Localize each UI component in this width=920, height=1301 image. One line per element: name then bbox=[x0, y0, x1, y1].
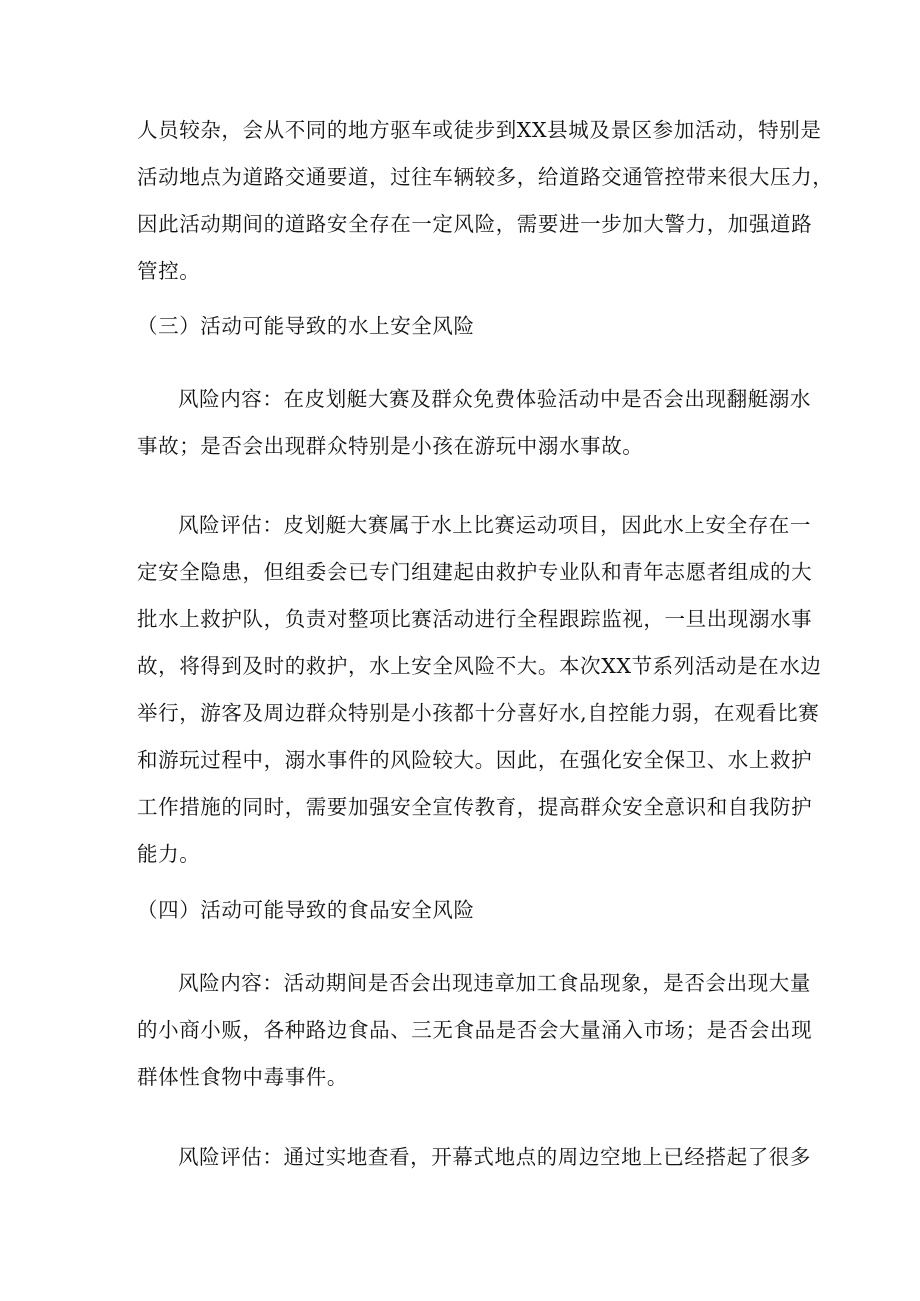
text-line: 风险评估：皮划艇大赛属于水上比赛运动项目，因此水上安全存在一 bbox=[178, 513, 811, 537]
section-heading: （三）活动可能导致的水上安全风险 bbox=[137, 314, 475, 338]
text-line: 因此活动期间的道路安全存在一定风险，需要进一步加大警力，加强道路 bbox=[137, 212, 813, 236]
text-line: 能力。 bbox=[137, 842, 201, 866]
text-line: 活动地点为道路交通要道，过往车辆较多，给道路交通管控带来很大压力， bbox=[137, 165, 834, 189]
text-line: 故，将得到及时的救护，水上安全风险不大。本次XX节系列活动是在水边 bbox=[137, 654, 822, 678]
text-line: 举行，游客及周边群众特别是小孩都十分喜好水,自控能力弱，在观看比赛 bbox=[137, 701, 820, 725]
text-line: 和游玩过程中，溺水事件的风险较大。因此，在强化安全保卫、水上救护 bbox=[137, 748, 813, 772]
text-line: 工作措施的同时，需要加强安全宣传教育，提高群众安全意识和自我防护 bbox=[137, 795, 813, 819]
text-line: 风险评估：通过实地查看，开幕式地点的周边空地上已经搭起了很多 bbox=[178, 1145, 811, 1169]
section-heading: （四）活动可能导致的食品安全风险 bbox=[137, 898, 475, 922]
text-line: 群体性食物中毒事件。 bbox=[137, 1065, 348, 1089]
text-line: 定安全隐患，但组委会已专门组建起由救护专业队和青年志愿者组成的大 bbox=[137, 560, 813, 584]
text-line: 人员较杂，会从不同的地方驱车或徒步到XX县城及景区参加活动，特别是 bbox=[137, 118, 822, 142]
text-line: 的小商小贩，各种路边食品、三无食品是否会大量涌入市场；是否会出现 bbox=[137, 1018, 813, 1042]
text-line: 风险内容：活动期间是否会出现违章加工食品现象，是否会出现大量 bbox=[178, 971, 811, 995]
text-line: 管控。 bbox=[137, 259, 201, 283]
text-line: 事故；是否会出现群众特别是小孩在游玩中溺水事故。 bbox=[137, 434, 644, 458]
text-line: 风险内容：在皮划艇大赛及群众免费体验活动中是否会出现翻艇溺水 bbox=[178, 387, 811, 411]
text-line: 批水上救护队，负责对整项比赛活动进行全程跟踪监视，一旦出现溺水事 bbox=[137, 607, 813, 631]
